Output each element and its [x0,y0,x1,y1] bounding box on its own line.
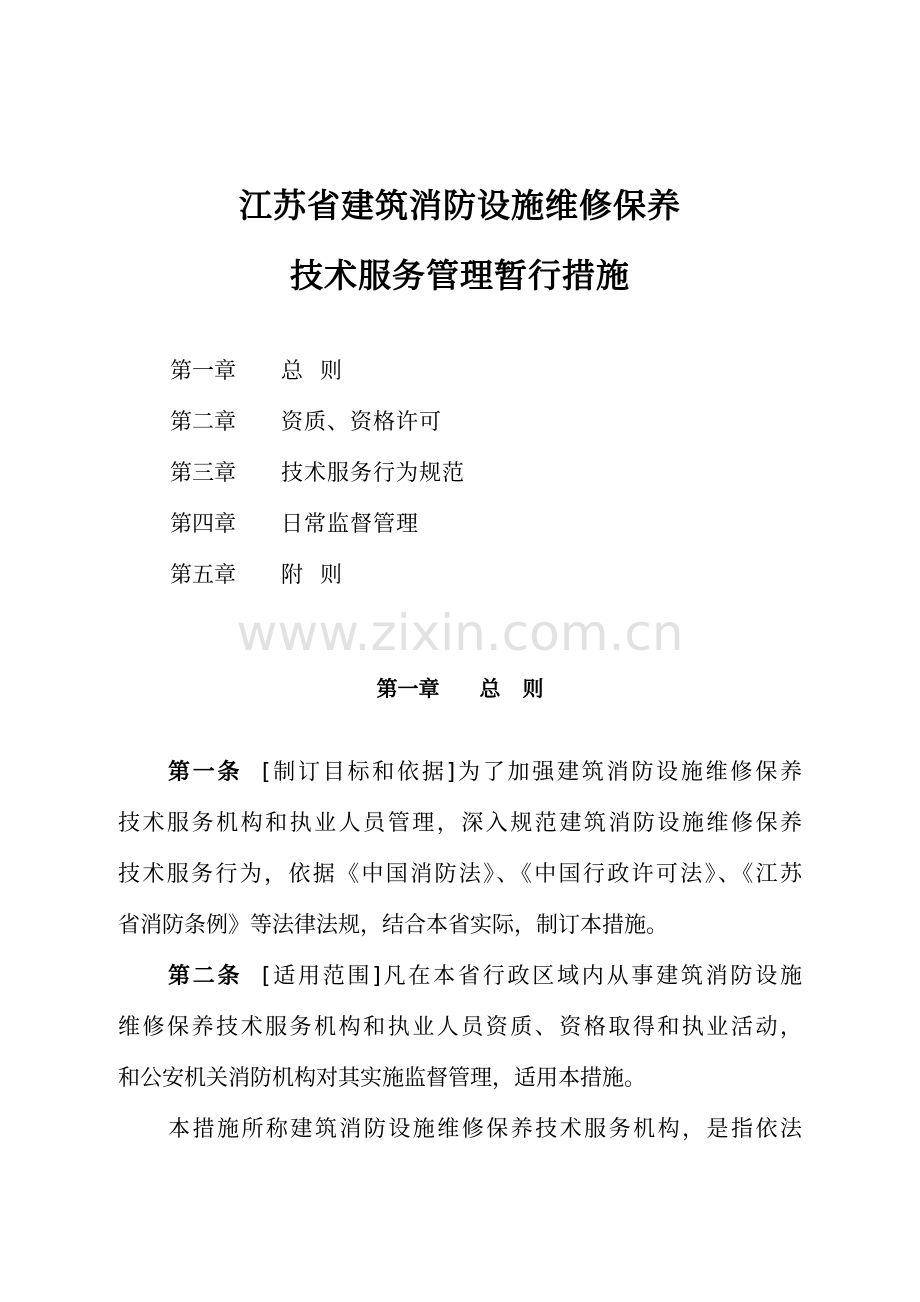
article-text: 为了加强建筑消防设施维修保养 [455,760,802,785]
chapter-name-part: 总 [479,677,501,702]
toc-item [170,405,465,456]
article-number: 第二条 [168,964,243,989]
toc-chapter-name: 日常监督管理 [281,512,420,537]
chapter-name-part: 则 [522,677,544,702]
watermark: www.zixin.com.cn [236,604,684,662]
document-title-line-1: 江苏省建筑消防设施维修保养 [239,186,681,225]
article-2-line: 维修保养技术服务机构和执业人员资质、资格取得和执业活动， [118,1015,802,1040]
article-text: 凡在本省行政区域内从事建筑消防设施 [380,964,802,989]
document-body [118,747,802,1155]
toc-chapter-number: 第一章 [170,359,237,384]
toc-chapter-name: 附 则 [281,563,343,588]
toc-item [170,456,465,507]
toc-chapter-number: 第五章 [170,563,237,588]
chapter-number: 第一章 [376,677,440,702]
paragraph-line: 本措施所称建筑消防设施维修保养技术服务机构，是指依法 [168,1117,802,1142]
article-number: 第一条 [168,760,243,785]
toc-chapter-name: 总 则 [281,359,343,384]
toc-chapter-name: 技术服务行为规范 [281,461,466,486]
article-1-line: 省消防条例》等法律法规，结合本省实际，制订本措施。 [118,913,669,938]
toc-item [170,354,465,405]
article-1-line: 技术服务机构和执业人员管理，深入规范建筑消防设施维修保养 [118,811,802,836]
article-2-line: 和公安机关消防机构对其实施监督管理，适用本措施。 [118,1066,647,1091]
article-1-line: 技术服务行为，依据《中国消防法》、《中国行政许可法》、《江苏 [118,862,802,887]
table-of-contents [170,354,465,609]
toc-chapter-number: 第三章 [170,461,237,486]
article-tag: [制订目标和依据] [261,760,456,785]
article-1-line [118,747,802,798]
chapter-heading [0,673,920,703]
article-2-line [118,951,802,1002]
toc-chapter-name: 资质、资格许可 [281,410,443,435]
toc-item [170,507,465,558]
toc-item [170,558,465,609]
toc-chapter-number: 第二章 [170,410,237,435]
article-tag: [适用范围] [261,964,381,989]
toc-chapter-number: 第四章 [170,512,237,537]
document-title-line-2: 技术服务管理暂行措施 [290,256,630,295]
